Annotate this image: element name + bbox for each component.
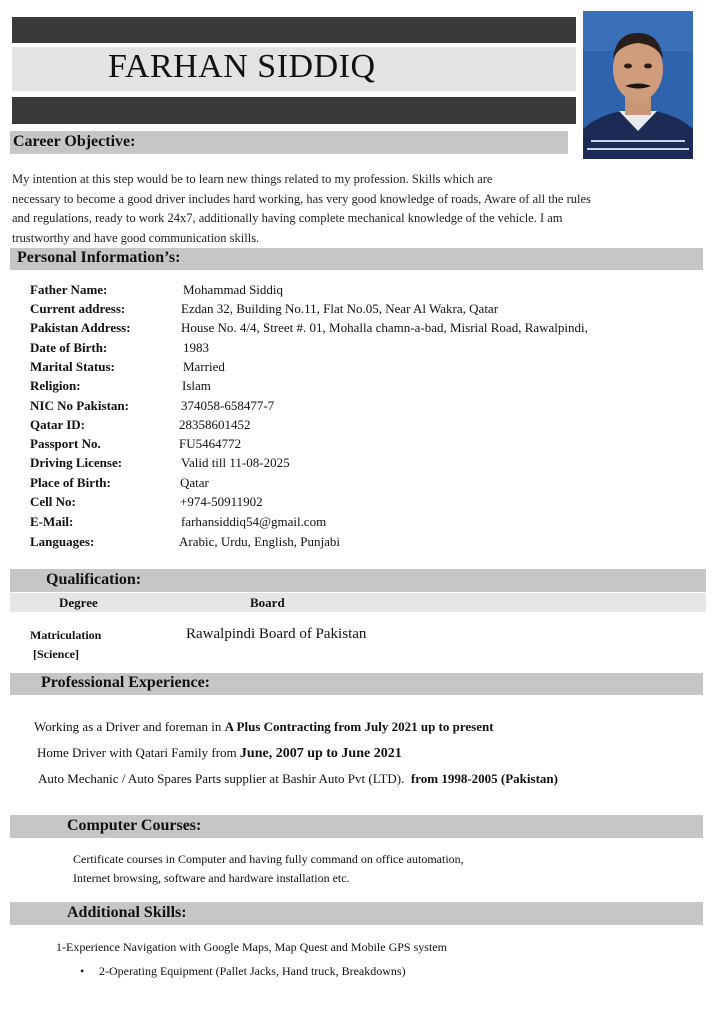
computer-line: Certificate courses in Computer and having fully command on office automation, — [73, 852, 464, 866]
info-label: Passport No. — [30, 436, 101, 451]
info-label: Date of Birth: — [30, 340, 108, 355]
info-label: Father Name: — [30, 282, 108, 297]
section-professional-experience — [10, 673, 703, 695]
experience-text: Working as a Driver and foreman in — [34, 719, 225, 734]
personal-heading: Personal Information’s: — [17, 249, 181, 266]
skill-bullet: • — [80, 964, 85, 978]
experience-item — [34, 719, 494, 735]
info-label: Pakistan Address: — [30, 320, 131, 335]
career-line: necessary to become a good driver includes hard working, has very good knowledge of roads, Aware of all the rules — [12, 191, 591, 206]
info-value: Valid till 11-08-2025 — [181, 455, 290, 470]
board-name: Rawalpindi Board of Pakistan — [186, 626, 367, 642]
section-career-objective — [10, 131, 568, 154]
experience-text: Home Driver with Qatari Family from — [37, 745, 240, 760]
qualification-table-header — [10, 593, 706, 612]
info-value: 28358601452 — [179, 417, 251, 432]
degree-name: Matriculation — [30, 628, 102, 642]
info-label: Current address: — [30, 301, 126, 316]
candidate-name: FARHAN SIDDIQ — [108, 48, 376, 85]
info-value: 1983 — [183, 340, 209, 355]
section-computer-courses — [10, 815, 703, 838]
info-label: E-Mail: — [30, 514, 74, 529]
info-value: Mohammad Siddiq — [183, 282, 284, 297]
info-label: Qatar ID: — [30, 417, 86, 432]
career-line: and regulations, ready to work 24x7, additionally having complete mechanical knowledge of the vehicle. I am — [12, 211, 563, 225]
info-label: NIC No Pakistan: — [30, 398, 129, 413]
info-value: +974-50911902 — [180, 494, 263, 509]
experience-item — [37, 745, 402, 762]
section-additional-skills — [10, 902, 703, 925]
experience-period: from 1998-2005 (Pakistan) — [404, 771, 558, 786]
info-value: FU5464772 — [179, 436, 242, 451]
section-personal-info — [10, 248, 703, 270]
experience-item — [38, 771, 558, 787]
info-value: Married — [183, 359, 225, 374]
info-value: Arabic, Urdu, English, Punjabi — [179, 534, 341, 549]
career-line: trustworthy and have good communication skills. — [12, 230, 260, 245]
info-value: Islam — [182, 378, 211, 393]
info-value: farhansiddiq54@gmail.com — [181, 514, 327, 529]
degree-column-header: Degree — [59, 595, 98, 610]
degree-stream: [Science] — [33, 647, 79, 661]
computer-line: Internet browsing, software and hardware installation etc. — [73, 871, 350, 885]
experience-period: June, 2007 up to June 2021 — [239, 746, 402, 761]
info-value: House No. 4/4, Street #. 01, Mohalla chamn-a-bad, Misrial Road, Rawalpindi, — [181, 320, 588, 335]
experience-heading: Professional Experience: — [41, 674, 211, 691]
skill-item: 1-Experience Navigation with Google Maps, Map Quest and Mobile GPS system — [56, 940, 447, 954]
skill-item: 2-Operating Equipment (Pallet Jacks, Hand truck, Breakdowns) — [99, 964, 406, 978]
section-qualification — [10, 569, 706, 592]
header-top-bar — [12, 17, 576, 43]
career-line: My intention at this step would be to learn new things related to my profession. Skills which are — [12, 172, 493, 186]
career-paragraph — [12, 170, 712, 248]
info-label: Marital Status: — [30, 359, 115, 374]
info-value: Ezdan 32, Building No.11, Flat No.05, Near Al Wakra, Qatar — [181, 301, 499, 316]
info-value: 374058-658477-7 — [181, 398, 275, 413]
info-value: Qatar — [180, 475, 209, 490]
profile-photo — [583, 11, 693, 159]
computer-heading: Computer Courses: — [67, 817, 202, 834]
skills-heading: Additional Skills: — [67, 904, 187, 921]
board-column-header: Board — [250, 595, 285, 610]
info-label: Driving License: — [30, 455, 123, 470]
portrait-image — [583, 11, 693, 159]
info-label: Languages: — [30, 534, 95, 549]
header-bottom-bar — [12, 97, 576, 124]
experience-text: Auto Mechanic / Auto Spares Parts supplier at Bashir Auto Pvt (LTD). — [38, 771, 405, 786]
experience-period: A Plus Contracting from July 2021 up to present — [224, 719, 494, 734]
career-heading: Career Objective: — [13, 133, 136, 150]
info-label: Religion: — [30, 378, 81, 393]
qualification-heading: Qualification: — [46, 571, 142, 588]
info-label: Cell No: — [30, 494, 76, 509]
info-label: Place of Birth: — [30, 475, 111, 490]
